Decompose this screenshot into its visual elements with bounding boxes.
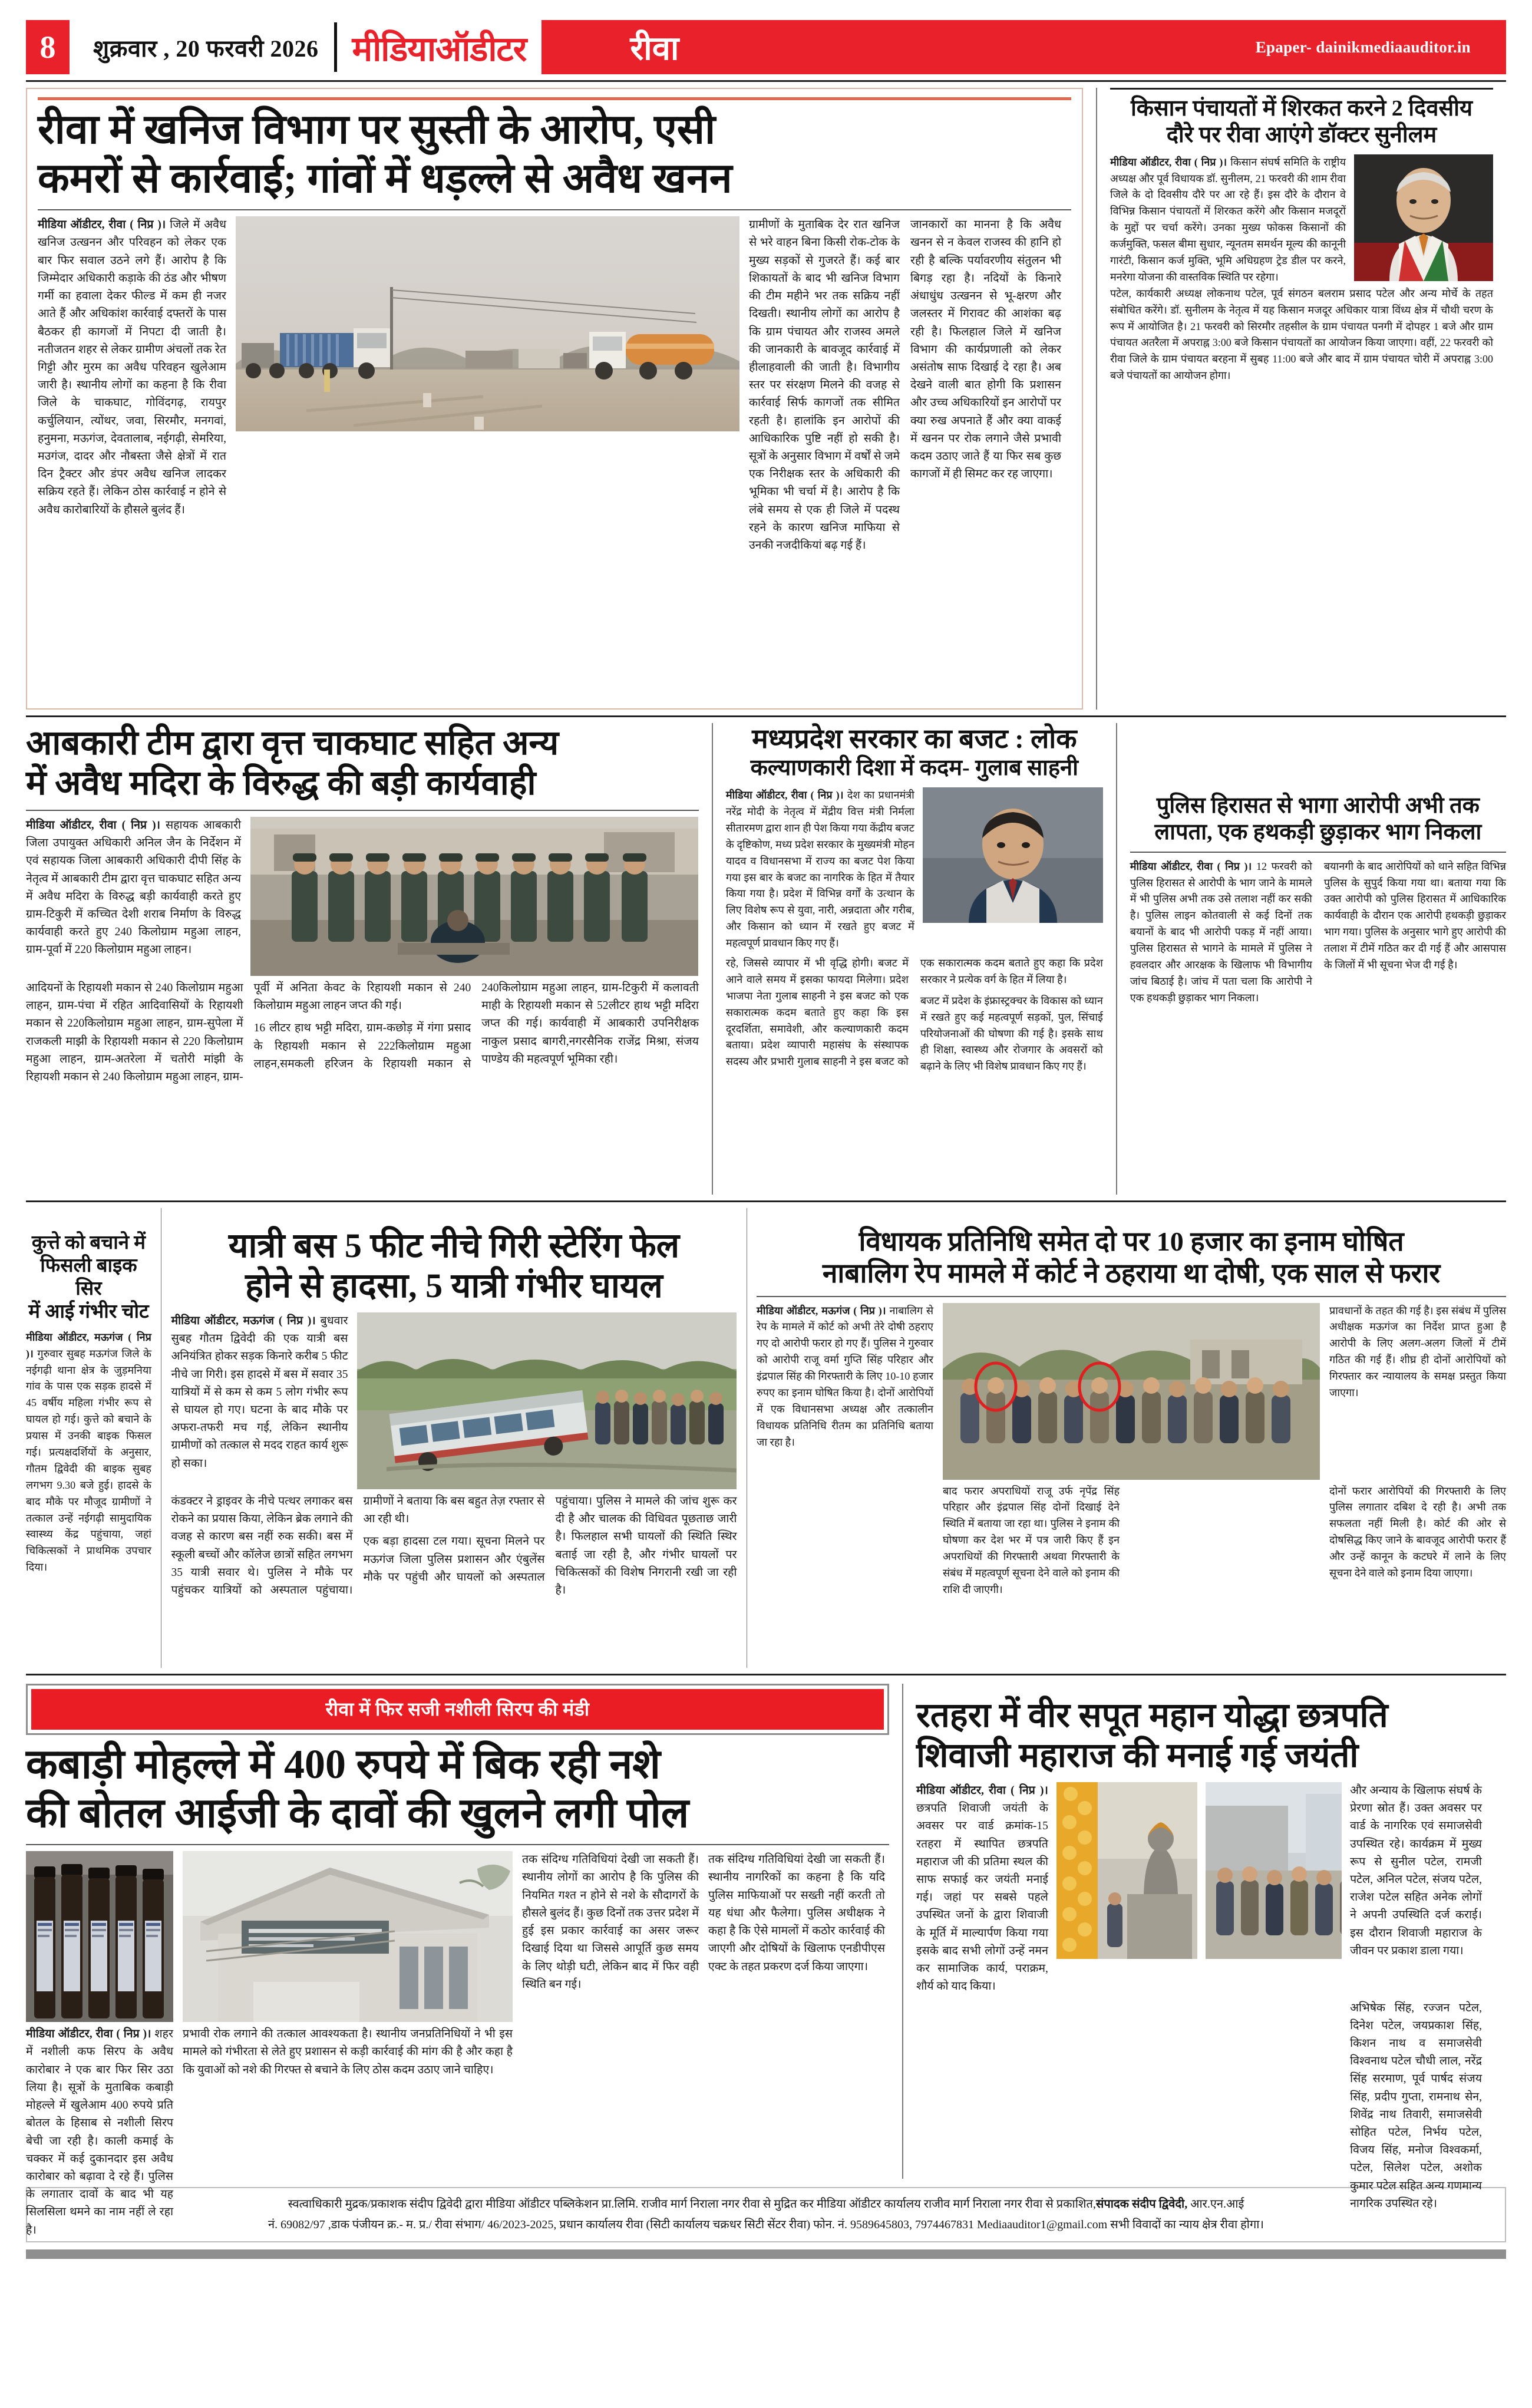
excise-headline-line1: आबकारी टीम द्वारा वृत्त चाकघाट सहित अन्य (26, 724, 559, 762)
masthead (26, 20, 1506, 74)
dog-headline-line1: कुत्ते को बचाने में (31, 1232, 146, 1254)
excise-body-3: 16 लीटर हाथ भट्टी मदिरा, ग्राम-कछोड़ में गंगा प्रसाद के रिहायशी मकान से 222किलोग्राम महुआ लाहन,समकली हरिजन के रिहायशी मकान से 240किलोग्राम महुआ लाहन, ग्राम-टिकुरी में कलावती माही के रिहायशी मकान से 52लीटर हाथ भट्टी मदिरा जप्त की गई। कार्यवाही में आबकारी उपनिरीक्षक नाकुल प्रसाद बागरी,नगरसैनिक राजेंद्र मिश्रा, संजय पाण्डेय की महत्वपूर्ण भूमिका रही। (253, 981, 699, 1070)
reward-body-3: प्रावधानों के तहत की गई है। इस संबंध में पुलिस अधीक्षक मऊगंज का निर्देश प्राप्त हुआ है आरोपी के लिए अलग-अलग जिलों में टीमें गठित की गई हैं। शीघ्र ही दोनों आरोपियों को गिरफ्तार कर न्यायालय के समक्ष प्रस्तुत किया जाएगा। (1329, 1304, 1507, 1398)
dog-byline: मीडिया ऑडीटर, मऊगंज (26, 1331, 123, 1343)
third-block (26, 1208, 1506, 1668)
escape-headline-line1: पुलिस हिरासत से भागा आरोपी अभी तक (1156, 793, 1480, 818)
reward-body-2: बाद फरार अपराधियों राजू उर्फ नृपेंद्र सिंह परिहार और इंद्रपाल सिंह दोनों दिखाई देने स्थिति में बताया जा रहा था। पुलिस ने इनाम की घोषणा कर देश भर में पत्र जारी किए हैं इन अपराधियों की गिरफ्तारी अथवा गिरफ्तारी के संबंध में महत्वपूर्ण सूचना देने वाले को इनाम की राशि दी जाएगी। (943, 1485, 1120, 1595)
bus-body-1: बुधवार सुबह गौतम द्विवेदी की एक यात्री बस अनियंत्रित होकर सड़क किनारे करीब 5 फीट नीचे जा गिरी। इस हादसे में बस में सवार 35 यात्रियों में से कम से कम 5 लोग गंभीर रूप से घायल हो गए। घटना के बाद मौके पर अफरा-तफरी मच गई, लेकिन स्थानीय ग्रामीणों को तत्काल से मदद राहत कार्य शुरू हो सका। (171, 1314, 348, 1470)
police-photo-graphic (250, 817, 698, 976)
footer-line1-c: आर.एन.आई (1187, 2198, 1244, 2211)
reward-col-3 (1329, 1303, 1506, 1480)
bus-byline: मीडिया ऑडीटर, मऊगंज (171, 1314, 275, 1327)
article-escape (1130, 723, 1506, 1195)
shivaji-headline-line1: रतहरा में वीर सपूत महान योद्धा छत्रपति (916, 1696, 1388, 1734)
lead-headline-rule (38, 209, 1071, 210)
syrup-col-2 (522, 1851, 699, 2022)
footer-line1-a: स्वत्वाधिकारी मुद्रक/प्रकाशक संदीप द्विवेदी द्वारा मीडिया ऑडीटर पब्लिकेशन प्रा.लिमि. राजीव मार्ग निराला नगर रीवा से मुद्रित कर मीडिया ऑडीटर कार्यालय राजीव मार्ग निराला नगर रीवा से प्रकाशित, (288, 2198, 1096, 2211)
excise-rule (26, 810, 699, 811)
syrup-body-2: तक संदिग्ध गतिविधियां देखी जा सकती हैं। स्थानीय लोगों का आरोप है कि पुलिस की नियमित गश्त न होने से नशे के सौदागरों के हौसले बुलंद हैं। कुछ दिनों तक उत्तर प्रदेश में हुई इस प्रकार कार्रवाई का असर जरूर दिखाई दिया था जिससे आपूर्ति कुछ समय के लिए थोड़ी घटी, लेकिन बाद में फिर वही स्थिति बन गई। (522, 1853, 699, 1991)
masthead-red-band (542, 20, 1506, 74)
excise-body-2: आदियनों के रिहायशी मकान से 240 किलोग्राम महुआ लाहन, ग्राम-पंचा में रहित आदिवासियों के रिहायशी मकान से 220किलोग्राम महुआ लाहन, ग्राम-सुपेला में राजकली माझी के रिहायशी मकान से 220 किलोग्राम महुआ लाहन, ग्राम-अतरेला में चतोरी मांझी के रिहायशी मकान से 240 किलोग्राम महुआ लाहन, ग्राम-पूर्वी में अनिता केवट के रिहायशी मकान से 240 किलोग्राम महुआ लाहन जप्त की गई। (26, 981, 471, 1083)
bus-dateline: ( निप्र )। (278, 1314, 316, 1327)
syrup-banner: रीवा में फिर सजी नशीली सिरप की मंडी (31, 1689, 884, 1730)
budget-byline: मीडिया ऑडीटर, रीवा (725, 789, 807, 801)
budget-col-1 (726, 787, 914, 952)
newspaper-logo: मीडियाऑडीटर (352, 29, 527, 68)
footer-bar (26, 2249, 1506, 2259)
masthead-bottom-rule (26, 80, 1506, 82)
budget-portrait-graphic (923, 787, 1103, 923)
sidebar-article-sunilam (1110, 88, 1493, 710)
lead-headline-line1: रीवा में खनिज विभाग पर सुस्ती के आरोप, एसी (38, 107, 716, 153)
lead-body-2: ग्रामीणों के मुताबिक देर रात खनिज से भरे वाहन बिना किसी रोक-टोक के मुख्य सड़कों से गुजरते हैं। कई बार शिकायतों के बाद भी खनिज विभाग की टीम महीने भर तक सक्रिय नहीं दिखती। स्थानीय लोगों का आरोप है कि ग्राम पंचायत और राजस्व अमले की जानकारी के बावजूद कार्रवाई में हीलाहवाली की जाती है। विभागीय स्तर पर संरक्षण मिलने की वजह से कार्रवाई सिर्फ कागजों तक सीमित रहती है। हालांकि इन आरोपों की आधिकारिक पुष्टि नहीं हो सकी है। सूत्रों के अनुसार विभाग में वर्षों से जमे एक निरीक्षक स्तर के अधिकारी की भूमिका भी चर्चा में है। आरोप है कि लंबे समय से एक ही जिले में पदस्थ रहने के कारण खनिज माफिया से उनकी नजदीकियां बढ़ गई हैं। (749, 219, 900, 552)
budget-body-1: देश का प्रधानमंत्री नरेंद्र मोदी के नेतृत्व में मेंद्रीय वित्त मंत्री निर्मला सीतारमण द्वारा शान ही पेश किया गया केंद्रीय बजट के दृष्टिकोण, मध्य प्रदेश सरकार के मुख्यमंत्री मोहन यादव व विधानसभा में राज्य का बजट पेश किया गया इस बार के बजट का नागरिक के हित में तैयार किया गया है। प्रदेश में विभिन्न वर्गों के उत्थान के लिए विशेष रूप से युवा, नारी, अन्नदाता और गरीब, और किसान को ध्यान में रखते हुए बजट में महत्वपूर्ण प्रावधान किए गए हैं। (725, 789, 914, 949)
shivaji-photo-ceremony (1206, 1782, 1342, 1959)
reward-gathering-graphic (943, 1303, 1320, 1480)
article-reward (757, 1208, 1506, 1668)
syrup-body-1: शहर में नशीली कफ सिरप के अवैध कारोबार ने एक बार फिर सिर उठा लिया है। सूत्रों के मुताबिक कबाड़ी मोहल्ले में खुलेआम 400 रुपये प्रति बोतल के हिसाब से नशीली सिरप बेची जा रही है। काली कमाई के चक्कर में कई दुकानदार इस अवैध कारोबार को बढ़ावा दे रहे हैं। पुलिस के लगातार दावों के बाद भी यह सिलसिला थमने का नाम नहीं ले रहा है। (26, 2028, 174, 2237)
lead-headline-line2: कमरों से कार्रवाई; गांवों में धड़ल्ले से अवैध खनन (38, 156, 732, 202)
syrup-photo-bottles (26, 1851, 173, 2022)
escape-byline: मीडिया ऑडीटर, रीवा (1130, 860, 1213, 872)
budget-body-2: रहे, जिससे व्यापार में भी वृद्धि होगी। बजट में आने वाले समय में इसका फायदा मिलेगा। प्रदेश भाजपा नेता गुलाब साहनी ने इस बजट को एक सकारात्मक कदम बताते हुए कहा कि इस दूरदर्शिता, समावेशी, और कल्याणकारी कदम बताया। प्रदेश व्यापारी महासंघ के संस्थापक सदस्य और प्रभारी गुलाब साहनी ने इस बजट को एक सकारात्मक कदम बताते हुए कहा कि प्रदेश सरकार ने प्रत्येक वर्ग के हित में लिया है। (725, 957, 1103, 1068)
sidebar-top-rule (1110, 88, 1493, 90)
sidebar-photo-portrait (1354, 154, 1493, 281)
page-number: 8 (26, 20, 70, 74)
lead-dateline: ( निप्र )। (130, 219, 166, 232)
excise-body-1: सहायक आबकारी जिला उपायुक्त अधिकारी अनिल जैन के निर्देशन में एवं सहायक जिला आबकारी अधिकारी दीपी सिंह के नेतृत्व में आबकारी टीम द्वारा वृत्त चाकघाट सहित अन्य में अवैध मदिरा के विरुद्ध बड़ी कार्यवाही करते हुए ग्राम-टिकुरी में कच्चित देशी शराब निर्माण के विरुद्ध कार्यवाही करते हुए 240 किलोग्राम महुआ लाहन, ग्राम-पूर्वा में 220 किलोग्राम महुआ लाहन। (26, 819, 242, 956)
shivaji-body-2: और अन्याय के खिलाफ संघर्ष के प्रेरणा स्रोत हैं। उक्त अवसर पर वार्ड के नागरिक एवं समाजसेवी उपस्थित रहे। कार्यक्रम में मुख्य रूप से सुनील पटेल, रामजी पटेल, अनिल पटेल, संजय पटेल, राजेश पटेल सहित अनेक लोगों ने अपनी उपस्थिति दर्ज कराई। इस दौरान शिवाजी महाराज के जीवन पर प्रकाश डाला गया। (1350, 1784, 1482, 1957)
footer-line2: नं. 69082/97 ,डाक पंजीयन क्र.- म. प्र./ रीवा संभाग/ 46/2023-2025, प्रधान कार्यालय रीवा (सिटी कार्यालय चक्रधर सिटी सेंटर रीवा) फोन. नं. 9589645803, 7974467831 Mediaauditor1@gmail.com सभी विवादों का न्याय क्षेत्र रीवा होगा। (268, 2218, 1264, 2231)
syrup-bottles-graphic (26, 1851, 173, 2022)
reward-headline-line2: नाबालिग रेप मामले में कोर्ट ने ठहराया था दोषी, एक साल से फरार (822, 1258, 1441, 1289)
shivaji-byline: मीडिया ऑडीटर, रीवा (916, 1784, 1006, 1797)
shivaji-col-2 (1350, 1782, 1482, 1996)
excise-byline: मीडिया ऑडीटर, रीवा (26, 819, 117, 832)
escape-dateline: ( निप्र )। (1217, 860, 1252, 872)
escape-rule (1130, 852, 1506, 853)
syrup-rule (26, 1844, 889, 1845)
budget-photo-portrait (923, 787, 1103, 923)
footer-editor: संपादक संदीप द्विवेदी, (1095, 2198, 1188, 2211)
lead-col-1 (38, 216, 226, 555)
budget-body-3: बजट में प्रदेश के इंफ्रास्ट्रक्चर के विकास को ध्यान में रखते हुए कई महत्वपूर्ण सड़कों, पुल, सिंचाई परियोजनाओं की घोषणा की गई है। इसके साथ ही शिक्षा, स्वास्थ्य और रोजगार के अवसरों को बढ़ाने के लिए भी विशेष प्रावधान किए गए हैं। (920, 994, 1103, 1073)
excise-dateline: ( निप्र )। (121, 819, 160, 832)
syrup-body-4: प्रभावी रोक लगाने की तत्काल आवश्यकता है। स्थानीय जनप्रतिनिधियों ने भी इस मामले को गंभीरता से लेते हुए प्रशासन से कड़ी कार्रवाई की मांग की है और कहा है कि युवाओं को नशे की गिरफ्त से बचाने के लिए ठोस कदम उठाए जाने चाहिए। (183, 2028, 513, 2076)
article-dog (26, 1208, 151, 1668)
escape-headline-line2: लापता, एक हथकड़ी छुड़ाकर भाग निकला (1154, 819, 1482, 845)
sidebar-body-2: पटेल, कार्यकारी अध्यक्ष लोकनाथ पटेल, पूर्व संगठन बलराम प्रसाद पटेल और अन्य मोर्चे के तहत संबोधित करेंगे। डॉ. सुनीलम के नेतृत्व में यह किसान मजदूर अधिकार यात्रा विंध्य क्षेत्र में चौथी चरण के रूप में आयोजित है। 21 फरवरी को सिरमौर तहसील के ग्राम पंचायत पनगी में दोपहर 1 बजे और ग्राम पंचायत अतरैला में अपराह्न 3:00 बजे किसान पंचायतों का आयोजन किया जाएगा। वहीं, 22 फरवरी को रीवा जिले के ग्राम पंचायत बरहना में सुबह 11:00 बजे और बाद में ग्राम पंचायत चोरी में अपराह्न 3:00 बजे पंचायतों का आयोजन होगा। (1110, 287, 1494, 382)
shivaji-ceremony-graphic (1206, 1782, 1342, 1959)
syrup-byline: मीडिया ऑडीटर, रीवा (26, 2028, 113, 2041)
article-budget (726, 723, 1103, 1195)
shivaji-body-3: अभिषेक सिंह, रज्जन पटेल, दिनेश पटेल, जयप्रकाश सिंह, किशन नाथ व समाजसेवी विश्वनाथ पटेल चौधी लाल, नरेंद्र सिंह सरमाण, पूर्व पार्षद संजय सिंह, प्रदीप गुप्ता, रामनाथ सेन, शिवेंद्र नाथ तिवारी, समाजसेवी सोहित पटेल, निर्भय पटेल, विजय सिंह, मनोज विश्वकर्मा, पटेल, सिलेश पटेल, अशोक कुमार पटेल सहित अन्य गणमान्य नागरिक उपस्थित रहे। (1350, 2001, 1482, 2210)
shivaji-dateline: ( निप्र )। (1011, 1784, 1048, 1797)
top-block (26, 88, 1506, 710)
syrup-photo-building (183, 1851, 513, 2022)
escape-body-2: बयानगी के बाद आरोपियों को थाने सहित विभिन्न पुलिस के सुपुर्द किया गया था। बताया गया कि उक्त आरोपी को पुलिस हिरासत में आधिकारिक कार्यवाही के दौरान एक आरोपी हथकड़ी छुड़ाकर भाग गया। पुलिस के अनुसार भागे हुए आरोपी की तलाश में टीमें गठित कर दी गई हैं और आसपास के जिलों में भी सूचना भेज दी गई है। (1323, 860, 1506, 971)
bus-headline-line1: यात्री बस 5 फीट नीचे गिरी स्टेरिंग फेल (228, 1226, 680, 1265)
sidebar-col-1 (1110, 154, 1346, 286)
article-bus (171, 1208, 737, 1668)
sidebar-headline-line2: दौरे पर रीवा आएंगे डॉक्टर सुनीलम (1166, 122, 1437, 147)
reward-col-1 (757, 1303, 933, 1480)
syrup-headline-line2: की बोतल आईजी के दावों की खुलने लगी पोल (26, 1790, 689, 1836)
budget-dateline: ( निप्र )। (810, 789, 844, 801)
reward-headline-line1: विधायक प्रतिनिधि समेत दो पर 10 हजार का इनाम घोषित (859, 1226, 1404, 1256)
bus-body-3: एक बड़ा हादसा टल गया। सूचना मिलने पर मऊगंज जिला पुलिस प्रशासन और एंबुलेंस मौके पर पहुंची और घायलों को अस्पताल पहुंचाया। पुलिस ने मामले की जांच शुरू कर दी है और चालक की विधिवत पूछताछ जारी है। फिलहाल सभी घायलों की स्थिति स्थिर बताई जा रही है, और गंभीर घायलों पर चिकित्सकों की विशेष निगरानी रखी जा रही है। (363, 1495, 737, 1596)
reward-dateline: ( निप्र )। (853, 1304, 886, 1317)
budget-body-columns (726, 955, 1103, 1165)
reward-byline: मीडिया ऑडीटर, मऊगंज (757, 1304, 850, 1317)
dog-headline-line3: में आई गंभीर चोट (28, 1301, 149, 1322)
excise-col-1 (26, 817, 241, 976)
escape-body-1: 12 फरवरी को पुलिस हिरासत से आरोपी के भाग जाने के मामले में भी पुलिस अभी तक उसे तलाश नहीं कर सकी है। पुलिस लाइन कोतवाली से कई दिनों तक बयानों के बाद भी आरोपी पकड़ में नहीं आया। पुलिस हिरासत से भागने के मामले में पुलिस ने हवलदार और आरक्षक के खिलाफ भी विभागीय जांच बिठाई है। जांच में पता चला कि आरोपी ने एक हथकड़ी छुड़ाकर भाग निकला। (1130, 860, 1312, 1004)
lead-photo-graphic (236, 216, 739, 431)
portrait-graphic (1354, 154, 1493, 281)
syrup-col-3 (708, 1851, 885, 2022)
bus-body-2: कंडक्टर ने ड्राइवर के नीचे पत्थर लगाकर बस रोकने का प्रयास किया, लेकिन ब्रेक लगाने की वजह से कारण बस नहीं रुक सकी। बस में स्कूली बच्चों और कॉलेज छात्रों सहित लगभग 35 यात्री सवार थे। पुलिस ने मौके पर पहुंचकर यात्रियों को अस्पताल पहुंचाया। ग्रामीणों ने बताया कि बस बहुत तेज़ रफ्तार से आ रही थी। (171, 1495, 545, 1596)
lead-byline: मीडिया ऑडीटर, रीवा (38, 219, 126, 232)
publication-date: शुक्रवार , 20 फरवरी 2026 (93, 35, 319, 62)
excise-body-columns (26, 979, 699, 1174)
lead-cols-right (749, 216, 1061, 555)
budget-headline-line1: मध्यप्रदेश सरकार का बजट : लोक (752, 724, 1077, 754)
lead-body-3: जानकारों का मानना है कि अवैध खनन से न केवल राजस्व की हानि हो रही है बल्कि पर्यावरणीय संतुलन भी बिगड़ रहा है। नदियों के किनारे अंधाधुंध उत्खनन से भू-क्षरण और जलस्तर में गिरावट की आशंका बढ़ रही है। फिलहाल जिले में खनिज विभाग की कार्यप्रणाली को लेकर असंतोष साफ दिखाई दे रहा है। अब देखने वाली बात होगी कि प्रशासन और उच्च अधिकारियों इन आरोपों पर क्या रुख अपनाते हैं और क्या वाकई में खनन पर रोक लगाने जैसे प्रभावी कदम उठाए जाते हैं या फिर सब कुछ कागजों में ही सिमट कर रह जाएगा। (910, 219, 1061, 481)
sidebar-byline: मीडिया ऑडीटर, रीवा (1110, 156, 1191, 168)
syrup-body-3: तक संदिग्ध गतिविधियां देखी जा सकती हैं। स्थानीय नागरिकों का कहना है कि यदि पुलिस माफियाओं पर सख्ती नहीं करती तो यह धंधा और फैलेगा। पुलिस अधीक्षक ने कहा है कि ऐसे मामलों में कठोर कार्रवाई की जाएगी और दोषियों के खिलाफ एनडीपीएस एक्ट के तहत प्रकरण दर्ज किया जाएगा। (708, 1853, 885, 1973)
second-block (26, 723, 1506, 1195)
escape-body-columns (1130, 859, 1506, 1007)
lead-body-1: जिले में अवैध खनिज उत्खनन और परिवहन को लेकर एक बार फिर सवाल उठने लगे हैं। आरोप है कि जिम्मेदार अधिकारी कड़ाके की ठंड और भीषण गर्मी का हवाला देकर फील्ड में कम ही नजर आते हैं और अधिकांश कार्रवाई दफ्तरों के पास बैठकर ही कागजों में निपटा दी जाती है। नतीजतन शहर से लेकर ग्रामीण अंचलों तक रेत गिट्टी और मुरम का अवैध परिवहन खुलेआम जारी है। स्थानीय लोगों का कहना है कि रीवा जिले के चाकघाट, गोविंदगढ़, रायपुर कर्चुलियान, त्योंथर, जवा, सिरमौर, मनगवां, हनुमना, मऊगंज, देवतालाब, नईगढ़ी, सेमरिया, मउगंज, दादर और नौबस्ता जैसे क्षेत्रों में रात दिन ट्रैक्टर और डंपर अवैध खनिज लादकर सक्रिय रहते हैं। लेकिन ठोस कार्रवाई न होने से अवैध कारोबारियों के हौसले बुलंद हैं। (38, 219, 227, 516)
reward-body-4: दोनों फरार आरोपियों की गिरफ्तारी के लिए पुलिस लगातार दबिश दे रही है। अभी तक सफलता नहीं मिली है। कोर्ट की ओर से दोषसिद्ध किए जाने के बावजूद आरोपी फरार हैं और उन्हें कानून के कटघरे में लाने के लिए सूचना देने वाले को इनाम दिया जाएगा। (1329, 1485, 1507, 1579)
epaper-url: Epaper- dainikmediaauditor.in (1255, 38, 1471, 56)
budget-headline-line2: कल्याणकारी दिशा में कदम- गुलाब साहनी (750, 756, 1078, 781)
dog-dateline: ( निप्र )। (26, 1331, 151, 1360)
lead-article (26, 88, 1083, 710)
shivaji-headline-line2: शिवाजी महाराज की मनाई गई जयंती (916, 1736, 1359, 1775)
lead-photo-trucks (236, 216, 739, 431)
sidebar-dateline: ( निप्र )। (1194, 156, 1227, 168)
shivaji-body-1: छत्रपति शिवाजी जयंती के अवसर पर वार्ड क्रमांक-15 रतहरा में स्थापित छत्रपति महाराज जी की प्रतिमा स्थल की साफ सफाई कर जयंती मनाई गई। जहां पर सबसे पहले उपस्थित जनों के द्वारा शिवाजी के मूर्ति में माल्यार्पण किया गया इसके बाद सभी लोगों उन्हें नमन कर सामाजिक कार्य, परा​क्रम, शौर्य को याद किया। (916, 1802, 1048, 1993)
bus-col-1 (171, 1312, 348, 1489)
bus-body-columns (171, 1493, 737, 1687)
reward-photo-gathering (943, 1303, 1320, 1480)
article-excise (26, 723, 699, 1195)
section-rule-2 (26, 1200, 1506, 1202)
syrup-building-graphic (183, 1851, 513, 2022)
bus-headline-line2: होने से हादसा, 5 यात्री गंभीर घायल (245, 1266, 663, 1305)
edition-city: रीवा (630, 31, 679, 67)
sidebar-headline-line1: किसान पंचायतों में शिरकत करने 2 दिवसीय (1130, 96, 1473, 121)
dog-body-1: गुरुवार सुबह मऊगंज जिले के नईगढ़ी थाना क्षेत्र के जुड़मनिया गांव के पास एक सड़क हादसे में 45 वर्षीय महिला गंभीर रूप से घायल हो गई। कुत्ते को बचाने के प्रयास में उनकी बाइक फिसल गई। प्रत्यक्षदर्शियों के अनुसार, गौतम द्विवेदी की बाइक सुबह लगभग 9.30 बजे हुई। हादसे के बाद मौके पर मौजूद ग्रामीणों ने तत्काल उन्हें नईगढ़ी सामुदायिक स्वास्थ्य केंद्र पहुंचाया, जहां चिकित्सकों ने प्राथमिक उपचार दिया। (26, 1347, 151, 1574)
section-rule-1 (26, 715, 1506, 717)
lead-top-accent (38, 97, 1071, 100)
bus-accident-graphic (357, 1312, 737, 1489)
sidebar-body-1: किसान संघर्ष समिति के राष्ट्रीय अध्यक्ष और पूर्व विधायक डॉ. सुनीलम, 21 फरवरी की शाम रीवा जिले के दो दिवसीय दौरे पर आ रहे हैं। इस दौरे के दौरान वे विभिन्न किसान पंचायतों में शिरकत करेंगे और किसान मजदूरों के मुद्दों पर चर्चा करेंगे। उनका मुख्य फोकस किसानों की कर्जमुक्ति, फसल बीमा सुधार, न्यूनतम समर्थन मूल्य की कानूनी गारंटी, किसान कर्ज मुक्ति, भूमि अधिग्रहण ट्रेड डील पर करने, मनरेगा योजना की वास्तविक स्थिति पर रहेगा। (1110, 156, 1346, 283)
excise-photo-police (250, 817, 698, 976)
shivaji-photo-statue (1056, 1782, 1197, 1959)
reward-body-1: नाबालिग से रेप के मामले में कोर्ट को अभी तेरे दोषी ठहराए गए दो आरोपी फरार हो गए हैं। पुलिस ने गुरुवार को आरोपी राजू वर्मा गुप्ति सिंह परिहार और इंद्रपाल सिंह की गिरफ्तारी के लिए 10-10 हजार रुपए का इनाम घोषित किया है। दोनों आरोपियों में एक विधानसभा अध्यक्ष और तत्कालीन विधायक प्रतिनिधि रीतम का प्रतिनिधि बताया जा रहा है। (757, 1304, 934, 1448)
bus-photo-accident (357, 1312, 737, 1489)
syrup-banner-frame (26, 1684, 889, 1735)
dog-headline-line2: फिसली बाइक सिर (40, 1255, 137, 1299)
excise-headline-line2: में अवैध मदिरा के विरुद्ध की बड़ी कार्यवाही (26, 764, 536, 803)
reward-rule (757, 1296, 1506, 1297)
shivaji-col-1 (916, 1782, 1048, 1996)
syrup-dateline: ( निप्र )। (116, 2028, 151, 2041)
shivaji-statue-graphic (1056, 1782, 1197, 1959)
syrup-headline-line1: कबाड़ी मोहल्ले में 400 रुपये में बिक रही नशे (26, 1742, 661, 1787)
